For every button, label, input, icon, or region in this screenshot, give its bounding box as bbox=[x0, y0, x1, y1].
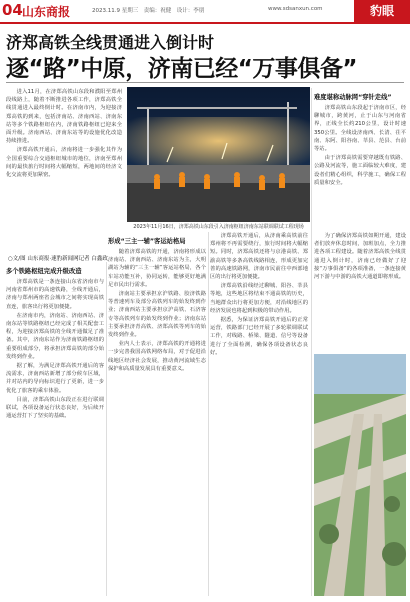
body-paragraph: 济郑高铁沿线经过聊城、阳谷、莘县等地，这些地区将结束不通高铁的历史，当地群众出行将更加方便，对沿线地区的经济发展也将起到积极的带动作用。 bbox=[210, 283, 308, 314]
body-column-2 bbox=[108, 232, 206, 596]
intro-paragraph: 进入11月，在济郑高铁山东段和濮阳至郑州段线路上，随着不断推进各项工作，济郑高铁全线贯通进入最终倒计时。在济南市内，为迎接济郑高铁的到来，包括济南站、济南西站、济南东站等多个铁路枢纽在内，济南铁路枢纽已迎来全面升级。济南西站、济南东站等的设施优化改造持续推进。 bbox=[6, 89, 122, 145]
masthead bbox=[0, 0, 410, 22]
viaduct-image bbox=[314, 354, 406, 596]
website: www.sdsanxun.com bbox=[268, 6, 323, 12]
construction-photo bbox=[127, 87, 310, 222]
body-paragraph: 济郑高铁是一条连接山东省济南市与河南省郑州市的高速铁路，全线开通后，济南与郑州两座省会城市之间将实现高铁直连，旅客出行将更加便捷。 bbox=[6, 279, 104, 310]
body-column-4 bbox=[314, 232, 406, 352]
byline: ○文/图 山东商报·速豹新闻网记者 白鑫政 bbox=[8, 256, 108, 262]
column-divider bbox=[311, 88, 312, 596]
intro-column bbox=[6, 88, 122, 240]
body-paragraph: 目前，济郑高铁山东段正在进行联调联试，各项设备运行状态良好，为后续开通运营打下了坚实的基础。 bbox=[6, 396, 104, 420]
body-paragraph: 据了解，为满足济郑高铁开通后的客流需求，济南西站新增了部分候车区域，并对站内的导向标识进行了更新，进一步优化了旅客的乘车体验。 bbox=[6, 363, 104, 394]
masthead-rule bbox=[0, 22, 410, 24]
column-divider bbox=[208, 232, 209, 596]
body-paragraph: 业内人士表示，济郑高铁的开通将进一步完善我国高铁网络布局，对于促进沿线地区经济社会发展，推动黄河流域生态保护和高质量发展具有重要意义。 bbox=[108, 341, 206, 372]
body-paragraph: 为了确保济郑高铁如期开通，建设者们放弃休息时间，加班加点，全力推进各项工程建设。随着济郑高铁全线贯通进入倒计时，济南已经做好了迎接“万事俱备”的各项准备，一条连接黄河下游与中游的高铁大通道即将形成。 bbox=[314, 233, 406, 281]
body-paragraph: 济南站主要承担京沪铁路、胶济铁路等普速列车及部分高铁列车的始发终到作业；济南西站主要承担京沪高铁、石济客专等高铁列车的始发终到作业；济南东站主要承担济青高铁、济郑高铁等列车的始发终到作业。 bbox=[108, 291, 206, 339]
body-column-1 bbox=[6, 262, 104, 596]
sidebar-paragraph: 由于济郑高铁需要穿越既有铁路、公路及河流等，施工面临较大难度，建设者们精心组织，科学施工，确保工程质量和安全。 bbox=[314, 155, 406, 186]
issue-info: 2023.11.9 星期三 责编：祝健 设计：李朋 bbox=[92, 8, 205, 14]
body-column-3 bbox=[210, 232, 308, 596]
intro-paragraph: 济郑高铁开通后，济南将进一步强化其作为全国重要综合交通枢纽城市的地位，济南至郑州间的最快旅行时间将大幅缩短，两地间的经济文化交流将更加紧密。 bbox=[6, 147, 122, 179]
section-title-hubs: 多个铁路枢纽完成升级改造 bbox=[6, 268, 82, 275]
body-paragraph: 济郑高铁开通后，从济南乘高铁前往郑州将不再需要绕行，旅行时间将大幅缩短。同时，济郑高铁还将与京港高铁、郑渝高铁等多条高铁线路相连，形成更加完善的高速铁路网，济南市民前往中西部地区的出行将更加便捷。 bbox=[210, 233, 308, 281]
sidebar-title: 难度堪称动脉网“穿针走线” bbox=[314, 94, 392, 101]
headline: 逐“路”中原，济南已经“万事俱备” bbox=[6, 56, 357, 82]
body-paragraph: 据悉，为保证济郑高铁开通后的正常运营，铁路部门已经开展了多轮联调联试工作，对线路、桥梁、隧道、信号等设备进行了全面检测，确保各项设备状态良好。 bbox=[210, 317, 308, 356]
photo-caption: 2023年11月16日，济郑高铁山东段引入济南枢纽济南东站联调联试工程现场 bbox=[133, 224, 304, 230]
subheadline: 济郑高铁全线贯通进入倒计时 bbox=[6, 33, 215, 52]
sidebar-article bbox=[314, 88, 406, 228]
body-paragraph: 随着济郑高铁的开通，济南将形成以济南站、济南西站、济南东站为主，大明湖站为辅的“三主一辅”客运站格局，各个车站功能互补，协同运转，能够更好地满足市民出行需求。 bbox=[108, 249, 206, 288]
newspaper-name: 山东商报 bbox=[22, 5, 71, 19]
section-tag: 豹眼 bbox=[354, 0, 410, 22]
night-construction-image bbox=[127, 87, 310, 222]
column-divider bbox=[106, 262, 107, 596]
sidebar-paragraph: 济郑高铁山东段起于济南市区，经聊城市，跨黄河，止于山东与河南省界，正线全长约210公里，设计时速350公里。全线设济南西、长清、茌平南、东阿、阳谷南、莘县、范县、台前等站。 bbox=[314, 105, 406, 153]
page-number: 04 bbox=[2, 1, 23, 19]
body-paragraph: 在济南市内，济南站、济南西站、济南东站等铁路枢纽已经完成了相关配套工程，为迎接济郑高铁的全线开通做足了准备。其中，济南东站作为济南铁路枢纽的重要组成部分，将承担济郑高铁的部分始发终到作业。 bbox=[6, 312, 104, 360]
headline-rule bbox=[6, 82, 404, 83]
railway-aerial-photo bbox=[314, 354, 406, 596]
section-title-stations: 形成“三主一辅”客运站格局 bbox=[108, 238, 186, 245]
